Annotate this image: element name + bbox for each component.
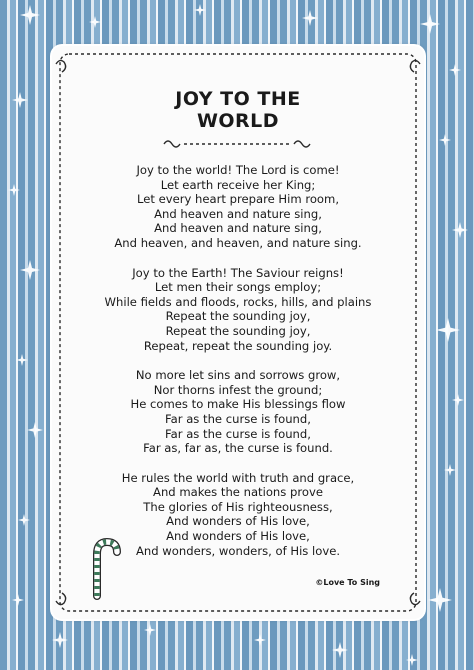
sparkle-star-icon	[302, 10, 318, 26]
sparkle-star-icon	[439, 134, 451, 146]
sparkle-star-icon	[420, 14, 440, 34]
lyric-line: Joy to the world! The Lord is come!	[136, 163, 340, 177]
sparkle-star-icon	[27, 422, 43, 438]
lyric-line: And wonders, wonders, of His love.	[135, 543, 341, 558]
sparkle-star-icon	[144, 624, 156, 636]
sparkle-star-icon	[254, 634, 266, 646]
lyrics-body	[52, 163, 424, 573]
lyric-line: Repeat, repeat the sounding joy.	[143, 338, 333, 353]
sparkle-star-icon	[16, 354, 28, 366]
lyrics-card	[52, 46, 424, 619]
lyric-line: And heaven, and heaven, and nature sing.	[114, 235, 362, 250]
lyric-line: And makes the nations prove	[153, 485, 323, 500]
lyric-line: No more let sins and sorrows grow,	[135, 368, 341, 383]
sparkle-star-icon	[18, 514, 30, 526]
lyric-line: And heaven and nature sing,	[154, 221, 322, 236]
sparkle-star-icon	[12, 92, 28, 108]
sparkle-star-icon	[52, 632, 68, 648]
stanza-3	[52, 368, 424, 456]
lyric-line: The glories of His righteousness,	[143, 499, 333, 514]
lyric-line: And heaven and nature sing,	[154, 206, 322, 221]
lyric-line: Let every heart prepare Him room,	[136, 192, 340, 207]
sparkle-star-icon	[20, 260, 40, 280]
stanza-1	[52, 163, 424, 251]
lyric-line: Let earth receive her King;	[160, 177, 316, 192]
sparkle-star-icon	[452, 222, 468, 238]
lyric-line: Joy to the Earth! The Saviour reigns!	[132, 265, 344, 280]
stanza-2	[52, 266, 424, 354]
lyric-line: Let men their songs employ;	[154, 280, 322, 295]
lyric-line: Repeat the sounding joy,	[165, 309, 311, 324]
lyric-line: Far as the curse is found,	[165, 411, 311, 426]
copyright-text: ©Love To Sing	[315, 578, 380, 587]
sparkle-star-icon	[452, 394, 464, 406]
lyric-line: And wonders of His love,	[166, 514, 310, 529]
sparkle-star-icon	[194, 4, 206, 16]
candy-cane-icon	[89, 536, 123, 600]
lyric-line: Nor thorns infest the ground;	[153, 382, 323, 397]
lyric-line: Repeat the sounding joy,	[165, 323, 311, 338]
sparkle-star-icon	[428, 588, 452, 612]
lyric-line: While fields and floods, rocks, hills, and plains	[104, 294, 372, 309]
sparkle-star-icon	[89, 16, 101, 28]
sparkle-star-icon	[406, 654, 418, 666]
lyric-line: Far as the curse is found,	[165, 426, 311, 441]
sparkle-star-icon	[20, 5, 40, 25]
sparkle-star-icon	[449, 64, 461, 76]
song-title-line-1: JOY TO THE	[175, 88, 301, 110]
swirl-divider-icon	[162, 134, 314, 150]
sparkle-star-icon	[332, 642, 348, 658]
song-title-line-2: WORLD	[196, 110, 280, 132]
lyric-line: And wonders of His love,	[166, 529, 310, 544]
sparkle-star-icon	[444, 464, 456, 476]
lyric-line: Far as, far as, the curse is found.	[143, 441, 333, 456]
lyric-line: He comes to make His blessings flow	[130, 397, 346, 412]
sparkle-star-icon	[12, 594, 24, 606]
sparkle-star-icon	[436, 318, 460, 342]
lyric-line: He rules the world with truth and grace,	[121, 470, 355, 485]
sparkle-star-icon	[8, 184, 20, 196]
